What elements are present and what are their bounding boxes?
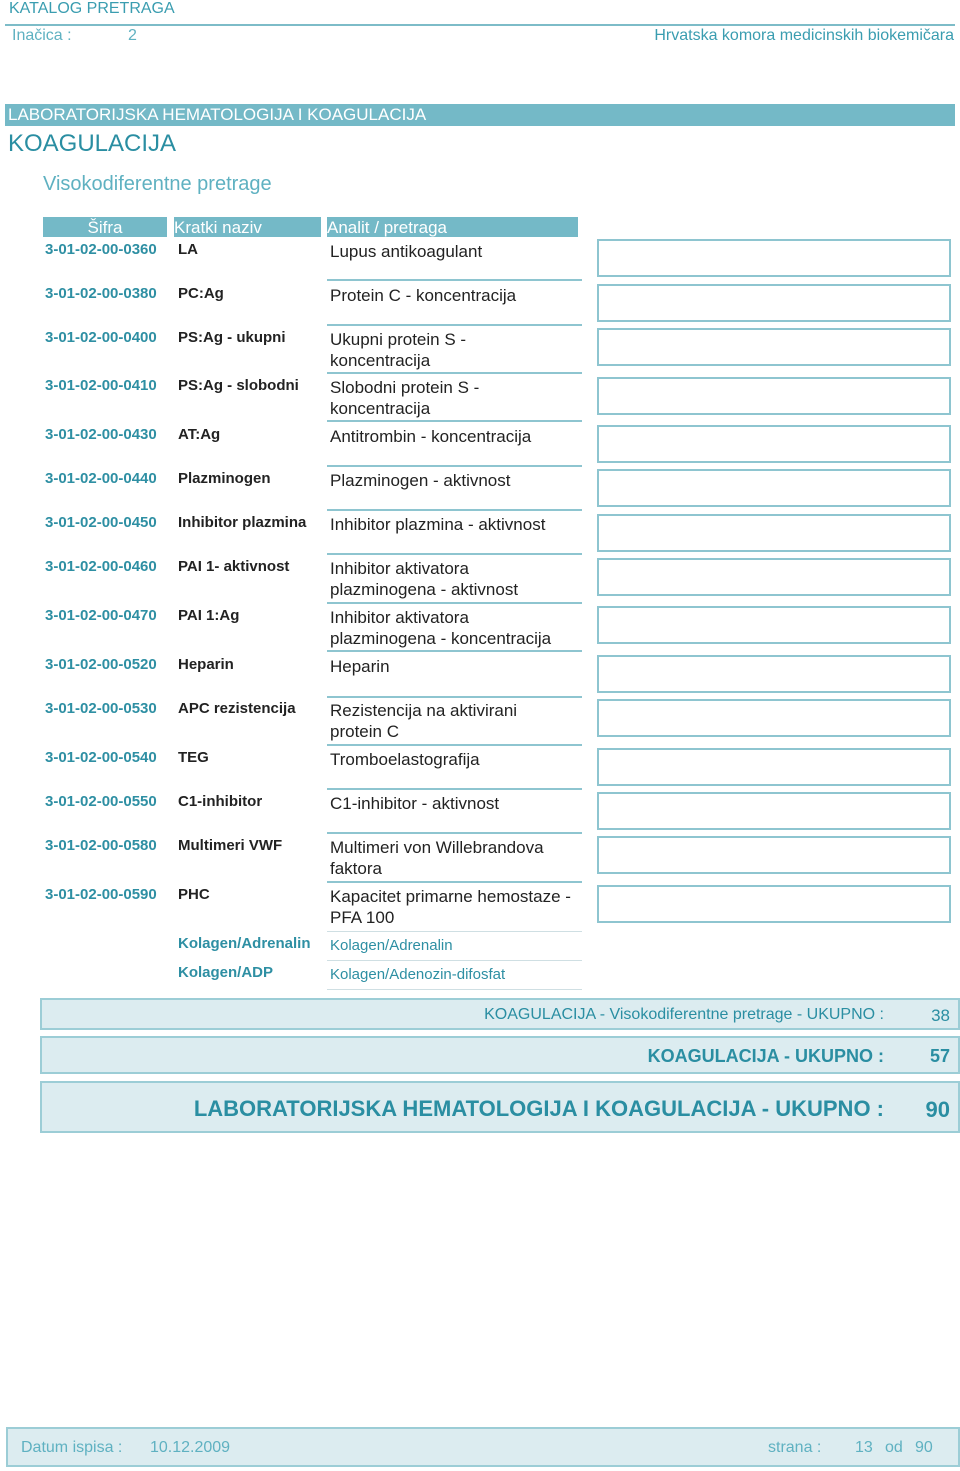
subtest-name: Kolagen/Adrenalin	[330, 937, 453, 954]
section-total-label: LABORATORIJSKA HEMATOLOGIJA I KOAGULACIJA - UKUPNO :	[193, 1096, 884, 1121]
test-code: 3-01-02-00-0430	[45, 426, 157, 443]
total-pages: 90	[915, 1439, 933, 1456]
row-divider	[327, 279, 582, 281]
test-short-name: LA	[178, 241, 198, 258]
row-divider	[327, 931, 582, 932]
entry-box	[597, 558, 951, 596]
entry-box	[597, 885, 951, 923]
test-short-name: PHC	[178, 886, 210, 903]
test-name: Plazminogen - aktivnost	[330, 471, 511, 490]
test-short-name: TEG	[178, 749, 209, 766]
entry-box	[597, 377, 951, 415]
subsection-total-value: 57	[929, 1046, 950, 1066]
test-short-name: Inhibitor plazmina	[178, 514, 307, 531]
test-code: 3-01-02-00-0580	[45, 837, 157, 854]
header-divider	[5, 24, 955, 26]
entry-box	[597, 699, 951, 737]
page-of-label: od	[885, 1439, 903, 1456]
page-label: strana :	[768, 1439, 822, 1456]
test-name: Slobodni protein S - koncentracija	[330, 378, 480, 418]
subtest-short-name: Kolagen/ADP	[178, 964, 274, 981]
test-code: 3-01-02-00-0470	[45, 607, 157, 624]
test-name: Protein C - koncentracija	[330, 286, 517, 305]
test-name: Multimeri von Willebrandova faktora	[330, 838, 544, 878]
group-total-bar	[40, 998, 960, 1030]
subtest-name: Kolagen/Adenozin-difosfat	[330, 966, 506, 983]
test-name: Tromboelastografija	[330, 750, 480, 769]
entry-box	[597, 328, 951, 366]
test-code: 3-01-02-00-0590	[45, 886, 157, 903]
test-short-name: Multimeri VWF	[178, 837, 283, 854]
column-header-code: Šifra	[43, 217, 167, 237]
test-short-name: PAI 1:Ag	[178, 607, 240, 624]
row-divider	[327, 465, 582, 467]
section-bar	[5, 104, 955, 126]
entry-box	[597, 606, 951, 644]
row-divider	[327, 650, 582, 652]
test-code: 3-01-02-00-0550	[45, 793, 157, 810]
column-header-analyte: Analit / pretraga	[327, 217, 578, 237]
subsection-total-bar	[40, 1036, 960, 1074]
row-divider	[327, 509, 582, 511]
page-footer	[6, 1427, 960, 1467]
section-title: LABORATORIJSKA HEMATOLOGIJA I KOAGULACIJA	[8, 105, 427, 124]
row-divider	[327, 553, 582, 555]
entry-box	[597, 748, 951, 786]
entry-box	[597, 514, 951, 552]
print-date-label: Datum ispisa :	[21, 1439, 123, 1456]
test-short-name: Heparin	[178, 656, 234, 673]
test-code: 3-01-02-00-0440	[45, 470, 157, 487]
row-divider	[327, 989, 582, 990]
test-short-name: PS:Ag - slobodni	[178, 377, 299, 394]
test-short-name: PC:Ag	[178, 285, 224, 302]
test-code: 3-01-02-00-0380	[45, 285, 157, 302]
test-short-name: APC rezistencija	[178, 700, 296, 717]
test-name: Kapacitet primarne hemostaze - PFA 100	[330, 887, 571, 927]
row-divider	[327, 372, 582, 374]
test-code: 3-01-02-00-0400	[45, 329, 157, 346]
print-date-value: 10.12.2009	[150, 1439, 231, 1456]
test-code: 3-01-02-00-0460	[45, 558, 157, 575]
entry-box	[597, 284, 951, 322]
page-number: 13	[855, 1439, 873, 1456]
organization-name: Hrvatska komora medicinskih biokemičara	[654, 27, 954, 44]
test-short-name: PAI 1- aktivnost	[178, 558, 290, 575]
test-code: 3-01-02-00-0410	[45, 377, 157, 394]
catalog-title: KATALOG PRETRAGA	[9, 0, 175, 17]
test-name: C1-inhibitor - aktivnost	[330, 794, 500, 813]
group-title: Visokodiferentne pretrage	[43, 173, 272, 195]
test-name: Inhibitor plazmina - aktivnost	[330, 515, 546, 534]
row-divider	[327, 420, 582, 422]
row-divider	[327, 744, 582, 746]
entry-box	[597, 655, 951, 693]
test-name: Ukupni protein S - koncentracija	[330, 330, 467, 370]
section-total-bar	[40, 1081, 960, 1133]
test-name: Heparin	[330, 657, 390, 676]
subsection-total-label: KOAGULACIJA - UKUPNO :	[647, 1046, 884, 1066]
test-short-name: AT:Ag	[178, 426, 221, 443]
section-total-value: 90	[925, 1097, 950, 1122]
entry-box	[597, 425, 951, 463]
test-name: Rezistencija na aktivirani protein C	[330, 701, 518, 741]
row-divider	[327, 602, 582, 604]
group-total-value: 38	[931, 1006, 950, 1025]
test-short-name: C1-inhibitor	[178, 793, 263, 810]
test-name: Antitrombin - koncentracija	[330, 427, 532, 446]
group-total-label: KOAGULACIJA - Visokodiferentne pretrage - UKUPNO :	[484, 1006, 884, 1023]
test-code: 3-01-02-00-0530	[45, 700, 157, 717]
subtest-short-name: Kolagen/Adrenalin	[178, 935, 311, 952]
test-code: 3-01-02-00-0360	[45, 241, 157, 258]
subsection-title: KOAGULACIJA	[8, 130, 177, 157]
test-code: 3-01-02-00-0450	[45, 514, 157, 531]
row-divider	[327, 324, 582, 326]
row-divider	[327, 788, 582, 790]
test-code: 3-01-02-00-0520	[45, 656, 157, 673]
entry-box	[597, 469, 951, 507]
row-divider	[327, 696, 582, 698]
version-label: Inačica :	[12, 27, 72, 44]
row-divider	[327, 960, 582, 961]
test-name: Lupus antikoagulant	[330, 242, 483, 261]
version-value: 2	[128, 27, 137, 44]
column-header-short-name: Kratki naziv	[174, 217, 321, 237]
entry-box	[597, 792, 951, 830]
test-short-name: PS:Ag - ukupni	[178, 329, 286, 346]
test-code: 3-01-02-00-0540	[45, 749, 157, 766]
entry-box	[597, 239, 951, 277]
test-name: Inhibitor aktivatora plazminogena - koncentracija	[330, 608, 552, 648]
test-name: Inhibitor aktivatora plazminogena - aktivnost	[330, 559, 519, 599]
row-divider	[327, 832, 582, 834]
entry-box	[597, 836, 951, 874]
test-short-name: Plazminogen	[178, 470, 271, 487]
row-divider	[327, 881, 582, 883]
